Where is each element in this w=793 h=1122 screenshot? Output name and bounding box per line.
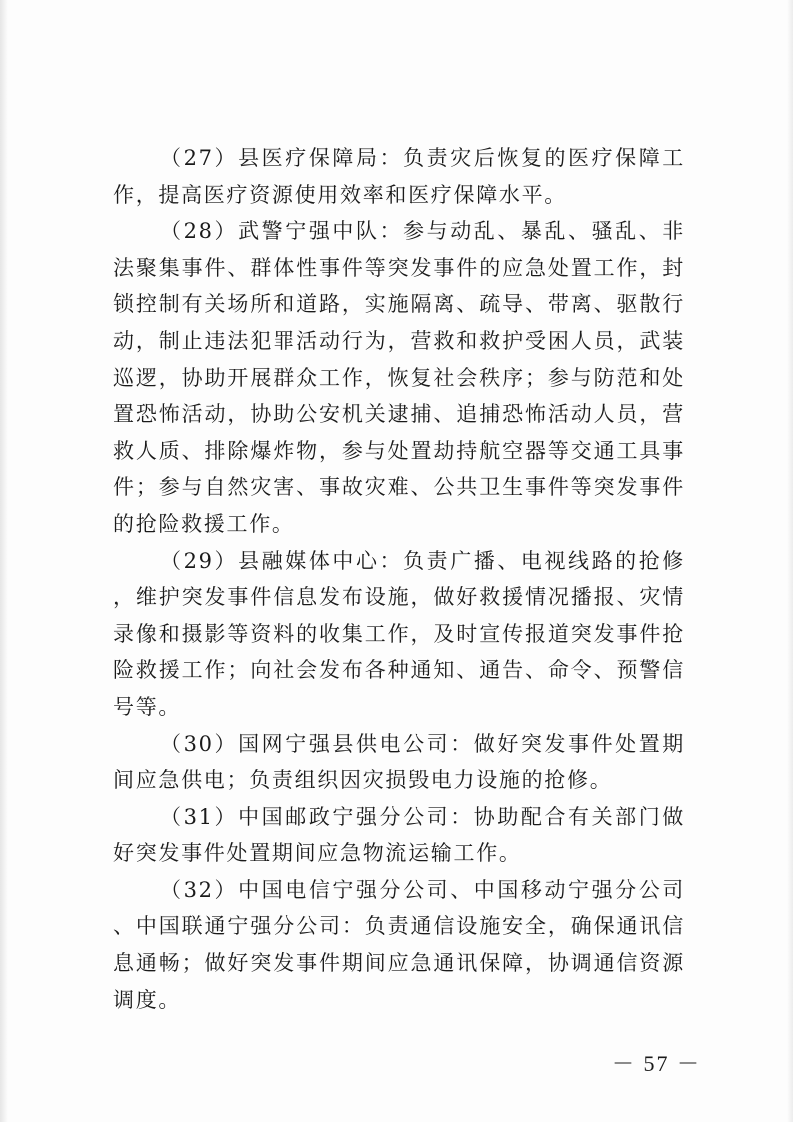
paragraph-31: （31）中国邮政宁强分公司：协助配合有关部门做好突发事件处置期间应急物流运输工作。 (113, 804, 685, 866)
page-number: － 57 － (611, 1051, 701, 1076)
paragraph-27: （27）县医疗保障局：负责灾后恢复的医疗保障工作，提高医疗资源使用效率和医疗保障水平。 (113, 146, 685, 207)
paragraph-29: （29）县融媒体中心：负责广播、电视线路的抢修，维护突发事件信息发布设施，做好救援情况播报、灾情录像和摄影等资料的收集工作，及时宣传报道突发事件抢险救援工作；向社会发布各种通知、通告、命令、预警信号等。 (113, 548, 685, 719)
scan-left-edge (0, 0, 8, 1122)
document-body (113, 140, 685, 1018)
paragraph-32: （32）中国电信宁强分公司、中国移动宁强分公司、中国联通宁强分公司：负责通信设施安全，确保通讯信息通畅；做好突发事件期间应急通讯保障，协调通信资源调度。 (113, 877, 685, 1012)
paragraph-28: （28）武警宁强中队：参与动乱、暴乱、骚乱、非法聚集事件、群体性事件等突发事件的应急处置工作，封锁控制有关场所和道路，实施隔离、疏导、带离、驱散行动，制止违法犯罪活动行为，营救和救护受困人员，武装巡逻，协助开展群众工作，恢复社会秩序；参与防范和处置恐怖活动，协助公安机关逮捕、追捕恐怖活动人员，营救人质、排除爆炸物，参与处置劫持航空器等交通工具事件；参与自然灾害、事故灾难、公共卫生事件等突发事件的抢险救援工作。 (113, 219, 685, 536)
paragraph-30: （30）国网宁强县供电公司：做好突发事件处置期间应急供电；负责组织因灾损毁电力设施的抢修。 (113, 731, 685, 793)
scan-right-edge (787, 0, 793, 1122)
